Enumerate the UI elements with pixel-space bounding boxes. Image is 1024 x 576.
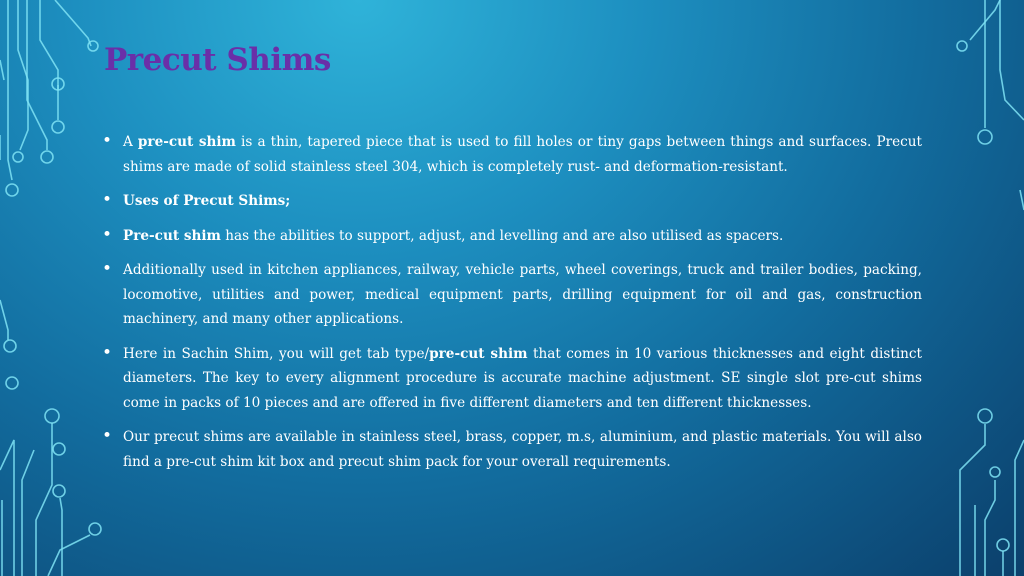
slide-title: Precut Shims: [104, 42, 331, 78]
bullet-item: • Here in Sachin Shim, you will get tab type/pre-cut shim that comes in 10 various thicknesses and eight distinct diameters. The key to every alignment procedure is accurate machine adjustment. SE single slot pre-cut shims come in packs of 10 pieces and are offered in five different diameters and ten different thicknesses.: [100, 342, 922, 416]
bullet-item: • Additionally used in kitchen appliances, railway, vehicle parts, wheel coverings, truck and trailer bodies, packing, locomotive, utilities and power, medical equipment parts, drilling equipment for oil and gas, construction machinery, and many other applications.: [100, 258, 922, 332]
bullet-item: • Uses of Precut Shims;: [100, 189, 922, 214]
bullet-item: • Our precut shims are available in stainless steel, brass, copper, m.s, aluminium, and plastic materials. You will also find a pre-cut shim kit box and precut shim pack for your overall requirements.: [100, 425, 922, 474]
bullet-item: • A pre-cut shim is a thin, tapered piece that is used to fill holes or tiny gaps between things and surfaces. Precut shims are made of solid stainless steel 304, which is completely rust- and deformation-resistant.: [100, 130, 922, 179]
bullet-item: • Pre-cut shim has the abilities to support, adjust, and levelling and are also utilised as spacers.: [100, 224, 922, 249]
bullet-list: [100, 130, 922, 484]
